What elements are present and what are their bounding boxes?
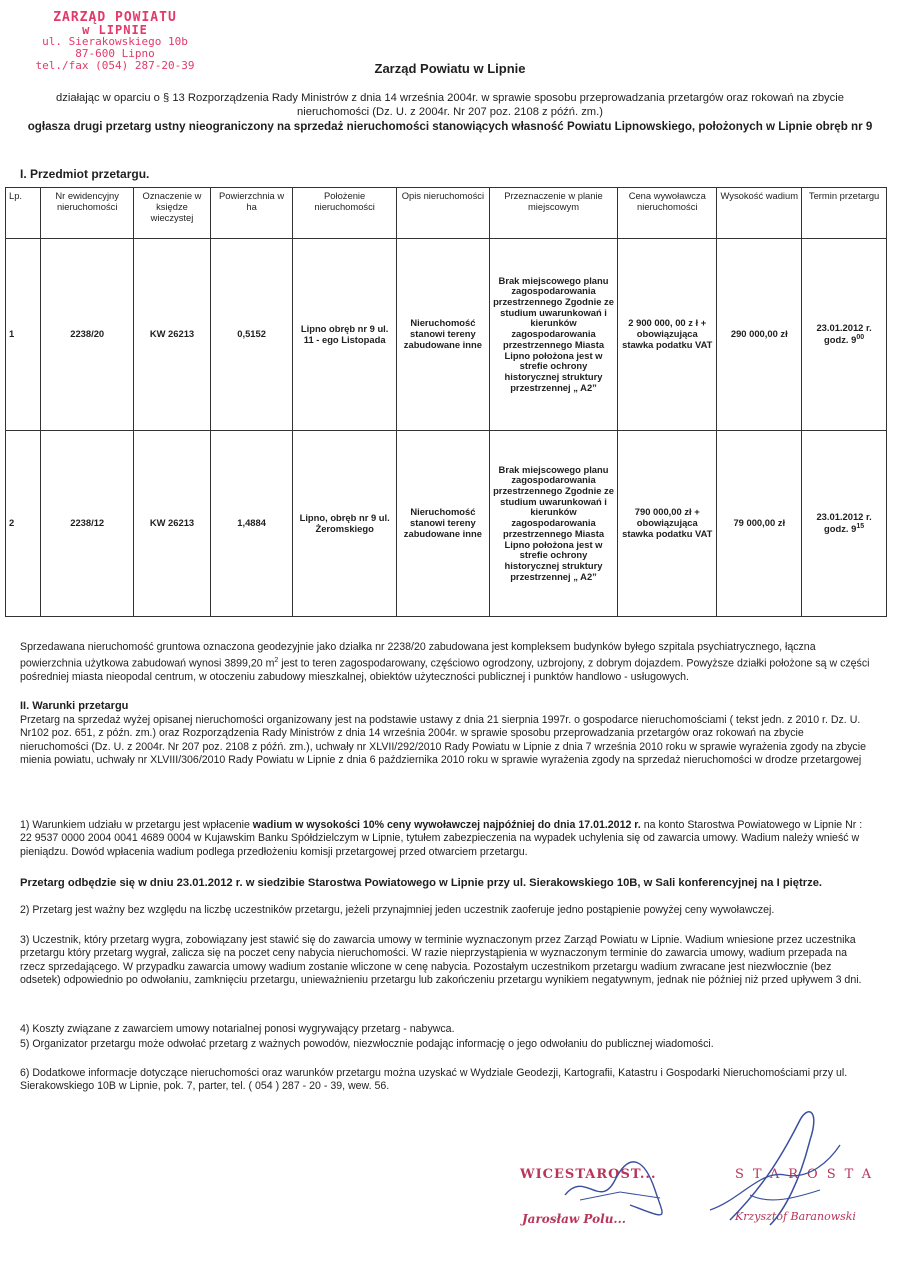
superscript: 2 (274, 657, 279, 665)
column-header: Termin przetargu (802, 188, 887, 239)
column-header: Opis nieruchomości (396, 188, 489, 239)
term-date: 23.01.2012 r. (816, 321, 872, 333)
stamp-line: 87-600 Lipno (75, 47, 155, 60)
cell-term (802, 431, 887, 617)
term-hour: godz. 9 (824, 523, 857, 535)
wadium-highlight: wadium w wysokości 10% ceny wywoławczej najpóźniej do dnia 17.01.2012 r. (252, 819, 641, 831)
column-header: Wysokość wadium (717, 188, 802, 239)
cell-wadium: 79 000,00 zł (717, 431, 802, 617)
stamp-line: ZARZĄD POWIATU (53, 10, 177, 25)
column-header: Cena wywoławcza nieruchomości (618, 188, 717, 239)
cell-term (802, 239, 887, 431)
vice-starost-stamp: WICESTAROST... (520, 1167, 657, 1182)
condition-2-paragraph: 2) Przetarg jest ważny bez względu na liczbę uczestników przetargu, jeżeli przynajmniej jeden uczestnik zaoferuje jedno postąpienie powyżej ceny wywoławczej. (20, 904, 775, 916)
column-header: Przeznaczenie w planie miejscowym (489, 188, 617, 239)
cell-nr: 2238/20 (41, 239, 134, 431)
condition-5-paragraph: 5) Organizator przetargu może odwołać przetarg z ważnych powodów, niezwłocznie podając informację o jego odwołaniu do publicznej wiadomości. (20, 1038, 714, 1050)
column-header: Lp. (6, 188, 41, 239)
cell-kw: KW 26213 (134, 239, 211, 431)
document-title: Zarząd Powiatu w Lipnie (374, 61, 526, 76)
cell-location: Lipno, obręb nr 9 ul. Żeromskiego (293, 431, 396, 617)
column-header: Położenie nieruchomości (293, 188, 396, 239)
cell-area: 0,5152 (210, 239, 293, 431)
stamp-line: ul. Sierakowskiego 10b (42, 35, 188, 48)
term-minutes: 00 (856, 334, 865, 342)
auction-date-paragraph: Przetarg odbędzie się w dniu 23.01.2012 r. w siedzibie Starostwa Powiatowego w Lipnie przy ul. Sierakowskiego 10B, w Sali konferencyjnej na I piętrze. (20, 877, 823, 889)
cell-kw: KW 26213 (134, 431, 211, 617)
cell-wadium: 290 000,00 zł (717, 239, 802, 431)
column-header: Powierzchnia w ha (210, 188, 293, 239)
property-table (5, 187, 887, 617)
table-header-row (6, 188, 887, 239)
condition-4-paragraph: 4) Koszty związane z zawarciem umowy notarialnej ponosi wygrywający przetarg - nabywca. (20, 1023, 455, 1035)
vice-starost-name: Jarosław Polu... (522, 1212, 626, 1226)
condition-6-paragraph: 6) Dodatkowe informacje dotyczące nieruchomości oraz warunków przetargu można uzyskać w Wydziale Geodezji, Kartografii, Katastru i Gospodarki Nieruchomościami przy ul. Sierakowskiego 10B w Lipnie, pok. 7, parter, tel. ( 054 ) 287 - 20 - 39, wew. 56. (20, 1067, 848, 1093)
property-description-paragraph (20, 641, 870, 685)
cell-description: Nieruchomość stanowi tereny zabudowane inne (396, 431, 489, 617)
intro-paragraph: działając w oparciu o § 13 Rozporządzenia Rady Ministrów z dnia 14 września 2004r. w sprawie sposobu przeprowadzania przetargów oraz rokowań na zbycie nieruchomości (Dz. U. z 2004r. Nr 207 poz. 2108 z późń. zm.) (56, 92, 844, 118)
cell-area: 1,4884 (210, 431, 293, 617)
paragraph-text: na konto Starostwa Powiatowego w Lipnie Nr : 22 9537 0000 2004 0041 4689 0004 w Kujawskim Banku Spółdzielczym w Lipnie, tytułem zabezpieczenia na wypadek uchylenia się od zawarcia umowy. Wadium należy wnieść w pieniądzu. Dowód wpłacenia wadium podlega przedłożeniu komisji przetargowej przed otwarciem przetargu. (20, 819, 863, 858)
cell-nr: 2238/12 (41, 431, 134, 617)
table-row (6, 431, 887, 617)
starost-stamp: STAROSTA (735, 1167, 880, 1182)
term-hour: godz. 9 (824, 334, 857, 346)
cell-plan: Brak miejscowego planu zagospodarowania przestrzennego Zgodnie ze studium uwarunkowań i kierunków zagospodarowania przestrzennego Miasta Lipno położona jest w strefie ochrony historycznej struktury przestrzennej „ A2” (489, 239, 617, 431)
term-date: 23.01.2012 r. (816, 510, 872, 522)
paragraph-text: jest to teren zagospodarowany, częściowo ogrodzony, uzbrojony, z dobrym dojazdem. Powyższe działki położone są w części pośredniej miasta nieopodal centrum, w otoczeniu zabudowy mieszkalnej, obiektów użyteczności publicznej i punktów handlowo - usługowych. (20, 657, 870, 684)
cell-plan: Brak miejscowego planu zagospodarowania przestrzennego Zgodnie ze studium uwarunkowań i kierunków zagospodarowania przestrzennego Miasta Lipno położona jest w strefie ochrony historycznej struktury przestrzennej „ A2” (489, 431, 617, 617)
section-heading-subject: I. Przedmiot przetargu. (20, 167, 150, 181)
cell-location: Lipno obręb nr 9 ul. 11 - ego Listopada (293, 239, 396, 431)
term-minutes: 15 (856, 523, 865, 531)
legal-basis-paragraph: Przetarg na sprzedaż wyżej opisanej nieruchomości organizowany jest na podstawie ustawy z dnia 21 sierpnia 1997r. o gospodarce nieruchomościami ( tekst jedn. z 2010 r. Dz. U. Nr102 poz. 651, z późn. zm.) oraz Rozporządzenia Rady Ministrów z dnia 14 września 2004r. w sprawie sposobu przeprowadzania przetargów oraz rokowań na zbycie nieruchomości (Dz. U. z 2004r. Nr 207 poz. 2108 z późń. zm.), uchwały nr XLVII/292/2010 Rady Powiatu w Lipnie z dnia 7 września 2010 roku w sprawie wyrażenia zgody na zbycie mienia powiatu, uchwały nr XLVIII/306/2010 Rady Powiatu w Lipnie z dnia 6 października 2010 roku w sprawie wyrażenia zgody na sprzedaż nieruchomości w drodze przetargowej (20, 714, 866, 767)
stamp-line: tel./fax (054) 287-20-39 (35, 59, 195, 72)
cell-price: 2 900 000, 00 z ł + obowiązująca stawka podatku VAT (618, 239, 717, 431)
table-row (6, 239, 887, 431)
condition-1-paragraph (20, 819, 870, 859)
handwritten-signature-left (560, 1150, 680, 1230)
condition-3-paragraph: 3) Uczestnik, który przetarg wygra, zobowiązany jest stawić się do zawarcia umowy w terminie wyznaczonym przez Zarząd Powiatu w Lipnie. Wadium wniesione przez uczestnika przetargu który przetarg wygrał, zalicza się na poczet ceny nabycia nieruchomości. W razie nieprzystąpienia w wyznaczonym terminie do zawarcia umowy, wadium przepada na rzecz sprzedającego. W przypadku zawarcia umowy wadium zostanie wliczone w cenę nabycia. Pozostałym uczestnikom przetargu wadium zwracane jest niezwłocznie (bez odsetek) odpowiednio po odwołaniu, zamknięciu przetargu, unieważnieniu przetargu lub zakończeniu przetargu wynikiem negatywnym, jednak nie później niż przed upływem 3 dni. (20, 934, 862, 987)
announcement-heading: ogłasza drugi przetarg ustny nieograniczony na sprzedaż nieruchomości stanowiących własność Powiatu Lipnowskiego, położonych w Lipnie obręb nr 9 (27, 120, 873, 133)
cell-description: Nieruchomość stanowi tereny zabudowane inne (396, 239, 489, 431)
paragraph-text: 1) Warunkiem udziału w przetargu jest wpłacenie (20, 819, 253, 831)
section-heading-conditions: II. Warunki przetargu (20, 700, 129, 712)
column-header: Oznaczenie w księdze wieczystej (134, 188, 211, 239)
paragraph-text: Sprzedawana nieruchomość gruntowa oznaczona geodezyjnie jako działka nr 2238/20 zabudowana jest kompleksem budynków byłego szpitala psychiatrycznego, łączna powierzchnia użytkowa zabudowań wynosi 3899,20 m (20, 641, 816, 670)
column-header: Nr ewidencyjny nieruchomości (41, 188, 134, 239)
stamp-line: w LIPNIE (82, 23, 148, 37)
starost-name: Krzysztof Baranowski (735, 1210, 856, 1223)
handwritten-signature-right (690, 1100, 850, 1240)
cell-lp: 1 (6, 239, 41, 431)
cell-price: 790 000,00 zł + obowiązująca stawka podatku VAT (618, 431, 717, 617)
cell-lp: 2 (6, 431, 41, 617)
